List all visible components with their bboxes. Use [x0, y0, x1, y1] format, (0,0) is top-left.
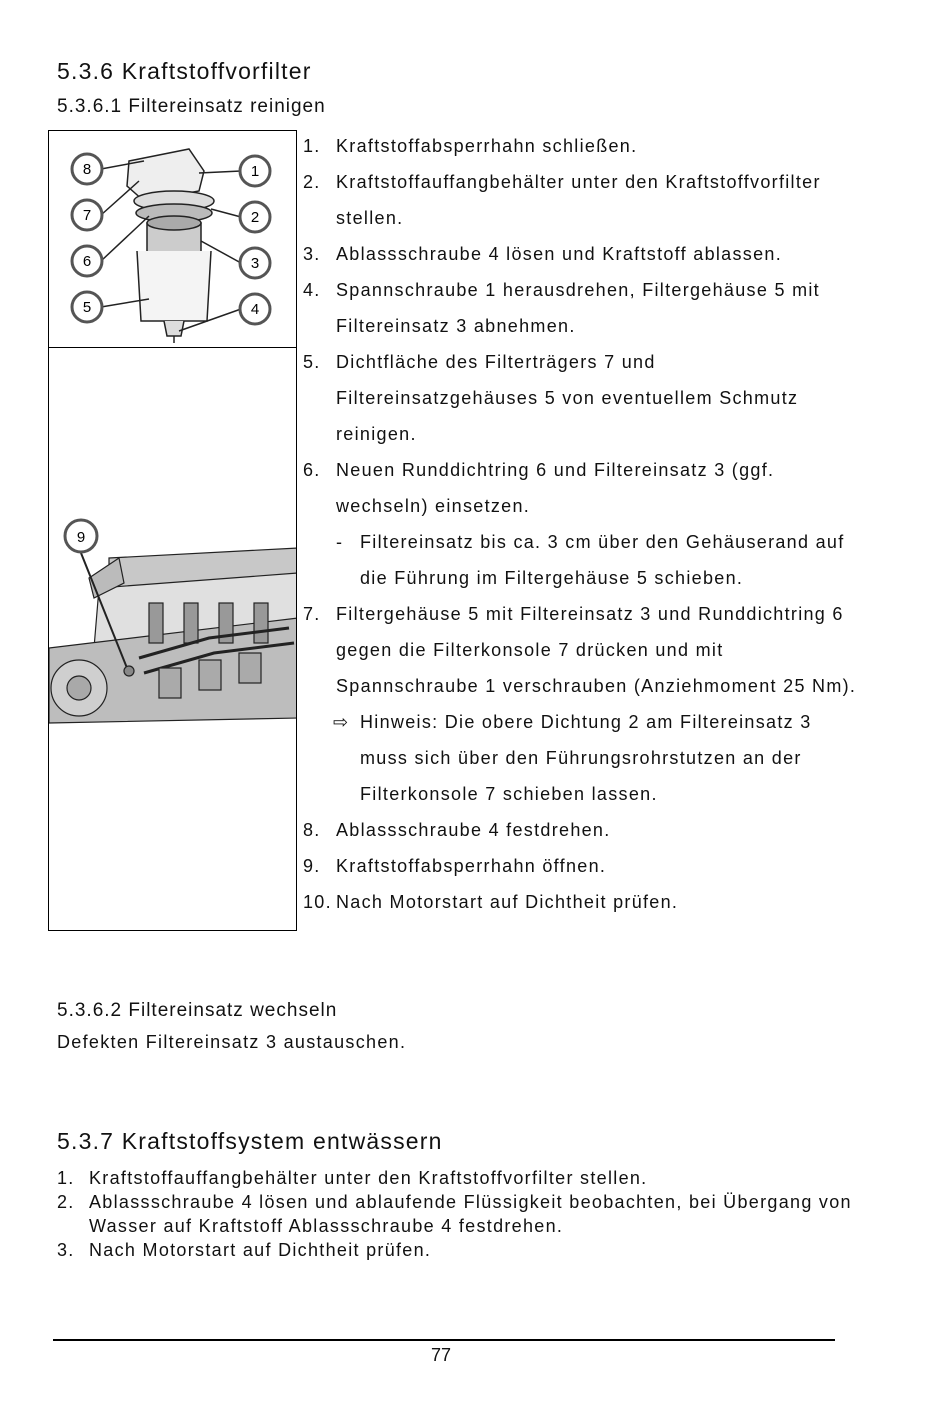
list-item: 4. Spannschraube 1 herausdrehen, Filtergehäuse 5 mit Filtereinsatz 3 abnehmen.: [303, 280, 820, 336]
list-item: 5. Dichtfläche des Filterträgers 7 und Filtereinsatzgehäuses 5 von eventuellem Schmutz reinigen.: [303, 352, 799, 444]
subsection-title: 5.3.6.1 Filtereinsatz reinigen: [57, 96, 326, 117]
footer-rule: [53, 1339, 835, 1341]
arrow-right-icon: ⇨: [333, 712, 350, 732]
list-item: 7. Filtergehäuse 5 mit Filtereinsatz 3 und Runddichtring 6 gegen die Filterkonsole 7 drücken und mit Spannschraube 1 verschrauben (Anziehmoment 25 Nm).: [303, 604, 857, 696]
paragraph: Defekten Filtereinsatz 3 austauschen.: [57, 1032, 407, 1052]
subsection-title: 5.3.6.2 Filtereinsatz wechseln: [57, 1000, 338, 1021]
list-item: 1. Kraftstoffauffangbehälter unter den Kraftstoffvorfilter stellen.: [57, 1168, 648, 1188]
callout-7: 7: [82, 207, 92, 224]
list-item: 10. Nach Motorstart auf Dichtheit prüfen.: [303, 892, 679, 912]
figure-box: [48, 130, 297, 931]
callout-5: 5: [82, 299, 92, 316]
page-number: 77: [430, 1345, 452, 1365]
callout-3: 3: [250, 255, 260, 272]
callout-1: 1: [250, 163, 260, 180]
callout-6: 6: [82, 253, 92, 270]
list-item: 1. Kraftstoffabsperrhahn schließen.: [303, 136, 638, 156]
list-item: 8. Ablassschraube 4 festdrehen.: [303, 820, 611, 840]
hint-note: ⇨ Hinweis: Die obere Dichtung 2 am Filtereinsatz 3 muss sich über den Führungsrohrstutzen an der Filterkonsole 7 schieben lassen.: [303, 704, 903, 812]
fuel-filter-diagram: [49, 131, 296, 348]
callout-4: 4: [250, 301, 260, 318]
callout-2: 2: [250, 209, 260, 226]
list-item: 2. Ablassschraube 4 lösen und ablaufende Flüssigkeit beobachten, bei Übergang von Wasser auf Kraftstoff Ablassschraube 4 festdrehen.: [57, 1192, 852, 1236]
callout-8: 8: [82, 161, 92, 178]
section-title: 5.3.6 Kraftstoffvorfilter: [57, 58, 312, 84]
section-title: 5.3.7 Kraftstoffsystem entwässern: [57, 1128, 443, 1154]
list-item: 9. Kraftstoffabsperrhahn öffnen.: [303, 856, 607, 876]
list-item: 3. Nach Motorstart auf Dichtheit prüfen.: [57, 1240, 432, 1260]
engine-photo: [49, 348, 296, 930]
list-item: 3. Ablassschraube 4 lösen und Kraftstoff ablassen.: [303, 244, 783, 264]
callout-9: 9: [76, 529, 86, 546]
step-list: [303, 128, 903, 920]
list-item: 2. Kraftstoffauffangbehälter unter den Kraftstoffvorfilter stellen.: [303, 172, 821, 228]
sub-item: - Filtereinsatz bis ca. 3 cm über den Gehäuserand auf die Führung im Filtergehäuse 5 schieben.: [336, 532, 845, 588]
drain-list: [57, 1166, 887, 1262]
list-item: 6. Neuen Runddichtring 6 und Filtereinsatz 3 (ggf. wechseln) einsetzen.: [303, 460, 775, 516]
